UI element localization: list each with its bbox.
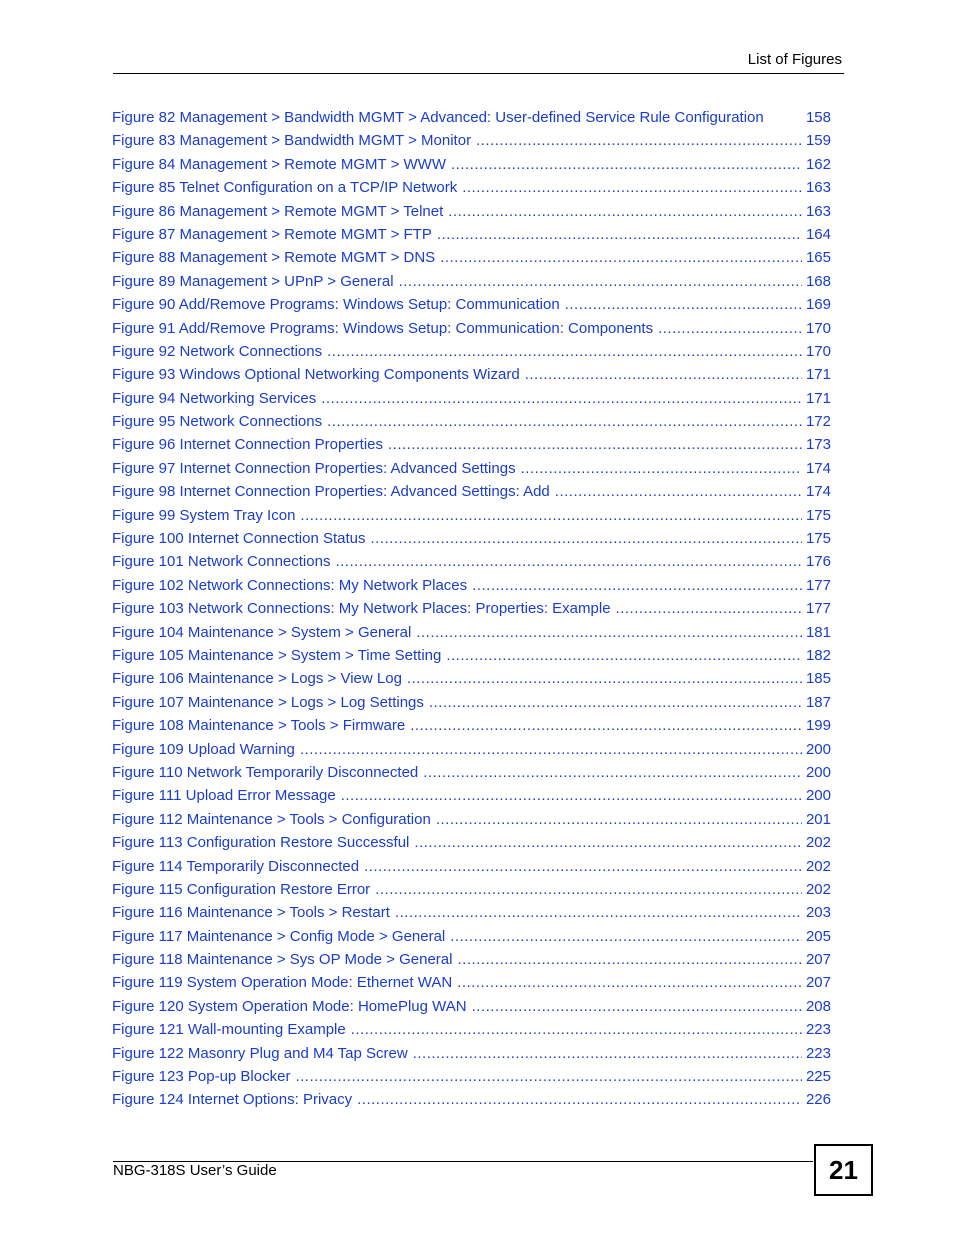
toc-entry-title[interactable]: Figure 82 Management > Bandwidth MGMT > Advanced: User-defined Service Rule Configuration [112,109,764,126]
toc-entry-page[interactable]: 169 [805,296,831,314]
toc-entry-title[interactable]: Figure 106 Maintenance > Logs > View Log [112,670,402,688]
toc-entry[interactable] [112,574,831,597]
toc-entry[interactable] [112,1018,831,1041]
dot-leader [451,153,802,176]
toc-entry-page[interactable]: 164 [805,225,831,243]
toc-entry-title[interactable]: Figure 84 Management > Remote MGMT > WWW [112,155,446,173]
toc-entry-page[interactable]: 203 [805,904,831,922]
dot-leader [457,948,802,971]
toc-entry-page[interactable]: 170 [805,342,831,360]
dot-leader [440,246,802,269]
toc-entry-title[interactable]: Figure 85 Telnet Configuration on a TCP/IP Network [112,179,458,197]
running-header-title: List of Figures [747,51,842,68]
dot-leader [413,1042,802,1065]
toc-entry-title[interactable]: Figure 88 Management > Remote MGMT > DNS [112,249,436,267]
toc-entry[interactable] [112,504,831,527]
dot-leader [410,714,802,737]
toc-entry-title[interactable]: Figure 99 System Tray Icon [112,506,296,524]
toc-entry-page[interactable]: 226 [805,1091,831,1109]
toc-entry-title[interactable]: Figure 113 Configuration Restore Successful [112,834,410,852]
toc-entry-title[interactable]: Figure 101 Network Connections [112,553,331,571]
toc-entry-title[interactable]: Figure 98 Internet Connection Properties: Advanced Settings: Add [112,483,550,501]
toc-entry-page[interactable]: 175 [805,506,831,524]
dot-leader [565,293,802,316]
toc-entry-page[interactable]: 202 [805,880,831,898]
dot-leader [472,995,802,1018]
toc-entry[interactable] [112,597,831,620]
toc-entry-title[interactable]: Figure 118 Maintenance > Sys OP Mode > General [112,951,453,969]
toc-entry[interactable] [112,106,831,129]
dot-leader [395,901,802,924]
toc-entry[interactable] [112,808,831,831]
dot-leader [416,621,802,644]
toc-entry[interactable] [112,317,831,340]
toc-entry-page[interactable]: 168 [805,272,831,290]
toc-entry-page[interactable]: 173 [805,436,831,454]
toc-entry[interactable] [112,1088,831,1111]
toc-entry-title[interactable]: Figure 112 Maintenance > Tools > Configuration [112,810,431,828]
toc-entry-title[interactable]: Figure 122 Masonry Plug and M4 Tap Screw [112,1044,408,1062]
toc-entry-title[interactable]: Figure 89 Management > UPnP > General [112,272,394,290]
toc-entry-title[interactable]: Figure 86 Management > Remote MGMT > Telnet [112,202,444,220]
toc-entry[interactable] [112,667,831,690]
dot-leader [375,878,802,901]
toc-entry-title[interactable]: Figure 110 Network Temporarily Disconnected [112,763,419,781]
toc-entry-page[interactable]: 175 [805,530,831,548]
toc-entry[interactable] [112,714,831,737]
toc-entry-page[interactable]: 202 [805,857,831,875]
toc-entry-title[interactable]: Figure 104 Maintenance > System > General [112,623,412,641]
toc-entry-title[interactable]: Figure 94 Networking Services [112,389,317,407]
toc-entry-title[interactable]: Figure 117 Maintenance > Config Mode > General [112,927,446,945]
toc-entry-page[interactable]: 200 [805,740,831,758]
toc-entry-page[interactable]: 163 [805,202,831,220]
dot-leader [295,1065,802,1088]
dot-leader [300,504,802,527]
dot-leader [321,387,802,410]
toc-entry-page[interactable]: 177 [805,600,831,618]
toc-entry[interactable] [112,153,831,176]
dot-leader [437,223,802,246]
dot-leader [436,808,802,831]
toc-entry-page[interactable]: 185 [805,670,831,688]
toc-entry[interactable] [112,387,831,410]
toc-entry-title[interactable]: Figure 93 Windows Optional Networking Components Wizard [112,366,520,384]
toc-entry-page[interactable]: 208 [805,997,831,1015]
toc-entry[interactable] [112,1065,831,1088]
dot-leader [450,925,802,948]
guide-title: NBG-318S User’s Guide [113,1162,277,1179]
dot-leader [327,340,802,363]
toc-entry-page[interactable]: 177 [805,576,831,594]
toc-entry[interactable] [112,340,831,363]
dot-leader [341,784,802,807]
toc-entry[interactable] [112,761,831,784]
toc-entry-page[interactable]: 201 [805,810,831,828]
toc-entry[interactable] [112,129,831,152]
toc-entry-title[interactable]: Figure 95 Network Connections [112,413,323,431]
dot-leader [364,855,802,878]
toc-entry[interactable] [112,223,831,246]
toc-entry-title[interactable]: Figure 102 Network Connections: My Network Places [112,576,468,594]
toc-entry-title[interactable]: Figure 115 Configuration Restore Error [112,880,371,898]
toc-entry[interactable] [112,621,831,644]
toc-entry-title[interactable]: Figure 97 Internet Connection Properties: Advanced Settings [112,459,516,477]
toc-entry-page[interactable]: 200 [805,787,831,805]
toc-entry-title[interactable]: Figure 92 Network Connections [112,342,323,360]
dot-leader [388,433,802,456]
dot-leader [300,738,802,761]
toc-entry-page[interactable]: 207 [805,951,831,969]
toc-entry-page[interactable]: 174 [805,459,831,477]
toc-entry[interactable] [112,948,831,971]
toc-entry[interactable] [112,1042,831,1065]
dot-leader [371,527,803,550]
toc-entry-page[interactable]: 176 [805,553,831,571]
toc-entry[interactable] [112,480,831,503]
dot-leader [335,550,802,573]
toc-entry-page[interactable]: 200 [805,763,831,781]
toc-entry-page[interactable]: 163 [805,179,831,197]
toc-entry-title[interactable]: Figure 105 Maintenance > System > Time Setting [112,646,442,664]
toc-entry-title[interactable]: Figure 123 Pop-up Blocker [112,1068,291,1086]
toc-entry[interactable] [112,550,831,573]
dot-leader [357,1088,802,1111]
toc-entry-page[interactable]: 223 [805,1044,831,1062]
toc-entry-page[interactable]: 207 [805,974,831,992]
toc-entry-title[interactable]: Figure 111 Upload Error Message [112,787,336,805]
toc-entry[interactable] [112,691,831,714]
toc-entry-page[interactable]: 162 [805,155,831,173]
toc-entry[interactable] [112,971,831,994]
toc-entry-page[interactable]: 205 [805,927,831,945]
toc-entry[interactable] [112,270,831,293]
toc-entry-page[interactable]: 165 [805,249,831,267]
toc-entry-title[interactable]: Figure 119 System Operation Mode: Ethernet WAN [112,974,453,992]
toc-entry-page[interactable]: 158 [805,109,831,126]
toc-entry-page[interactable]: 181 [805,623,831,641]
toc-entry[interactable] [112,200,831,223]
toc-entry[interactable] [112,176,831,199]
dot-leader [616,597,802,620]
toc-entry-title[interactable]: Figure 103 Network Connections: My Network Places: Properties: Example [112,600,611,618]
toc-entry-title[interactable]: Figure 107 Maintenance > Logs > Log Settings [112,693,424,711]
dot-leader [414,831,802,854]
toc-entry-page[interactable]: 171 [805,389,831,407]
toc-entry-page[interactable]: 202 [805,834,831,852]
toc-entry-title[interactable]: Figure 96 Internet Connection Properties [112,436,383,454]
toc-entry[interactable] [112,410,831,433]
toc-entry[interactable] [112,925,831,948]
header-divider [113,73,844,74]
toc-entry-title[interactable]: Figure 100 Internet Connection Status [112,530,366,548]
dot-leader [555,480,802,503]
toc-entry-title[interactable]: Figure 90 Add/Remove Programs: Windows Setup: Communication [112,296,560,314]
toc-entry-title[interactable]: Figure 121 Wall-mounting Example [112,1021,346,1039]
dot-leader [521,457,802,480]
toc-entry[interactable] [112,995,831,1018]
toc-entry-page[interactable]: 171 [805,366,831,384]
toc-entry[interactable] [112,246,831,269]
toc-entry[interactable] [112,293,831,316]
toc-entry[interactable] [112,784,831,807]
toc-entry[interactable] [112,901,831,924]
toc-entry-title[interactable]: Figure 108 Maintenance > Tools > Firmware [112,717,406,735]
toc-entry-page[interactable]: 172 [805,413,831,431]
dot-leader [407,667,802,690]
toc-entry-page[interactable]: 187 [805,693,831,711]
dot-leader [476,129,802,152]
toc-entry-page[interactable]: 170 [805,319,831,337]
toc-entry-title[interactable]: Figure 114 Temporarily Disconnected [112,857,360,875]
dot-leader [327,410,802,433]
toc-entry[interactable] [112,855,831,878]
toc-entry[interactable] [112,831,831,854]
toc-entry-title[interactable]: Figure 124 Internet Options: Privacy [112,1091,353,1109]
dot-leader [423,761,802,784]
dot-leader [457,971,802,994]
toc-entry-page[interactable]: 182 [805,646,831,664]
toc-entry[interactable] [112,363,831,386]
toc-entry[interactable] [112,878,831,901]
dot-leader [525,363,802,386]
toc-entry-title[interactable]: Figure 91 Add/Remove Programs: Windows Setup: Communication: Components [112,319,654,337]
dot-leader [446,644,802,667]
toc-entry[interactable] [112,644,831,667]
toc-entry-title[interactable]: Figure 120 System Operation Mode: HomePlug WAN [112,997,467,1015]
dot-leader [658,317,802,340]
dot-leader [462,176,802,199]
toc-entry-page[interactable]: 223 [805,1021,831,1039]
toc-entry[interactable] [112,433,831,456]
toc-entry-title[interactable]: Figure 109 Upload Warning [112,740,295,758]
toc-entry[interactable] [112,457,831,480]
dot-leader [472,574,802,597]
toc-entry-page[interactable]: 174 [805,483,831,501]
toc-entry-title[interactable]: Figure 87 Management > Remote MGMT > FTP [112,225,432,243]
dot-leader [351,1018,802,1041]
toc-entry-title[interactable]: Figure 116 Maintenance > Tools > Restart [112,904,390,922]
list-of-figures [112,106,831,1112]
toc-entry-page[interactable]: 199 [805,717,831,735]
toc-entry[interactable] [112,527,831,550]
dot-leader [448,200,802,223]
dot-leader [429,691,802,714]
page-number: 21 [814,1144,873,1196]
toc-entry-title[interactable]: Figure 83 Management > Bandwidth MGMT > Monitor [112,132,472,150]
toc-entry-page[interactable]: 225 [805,1068,831,1086]
dot-leader [399,270,802,293]
toc-entry-page[interactable]: 159 [805,132,831,150]
toc-entry[interactable] [112,738,831,761]
